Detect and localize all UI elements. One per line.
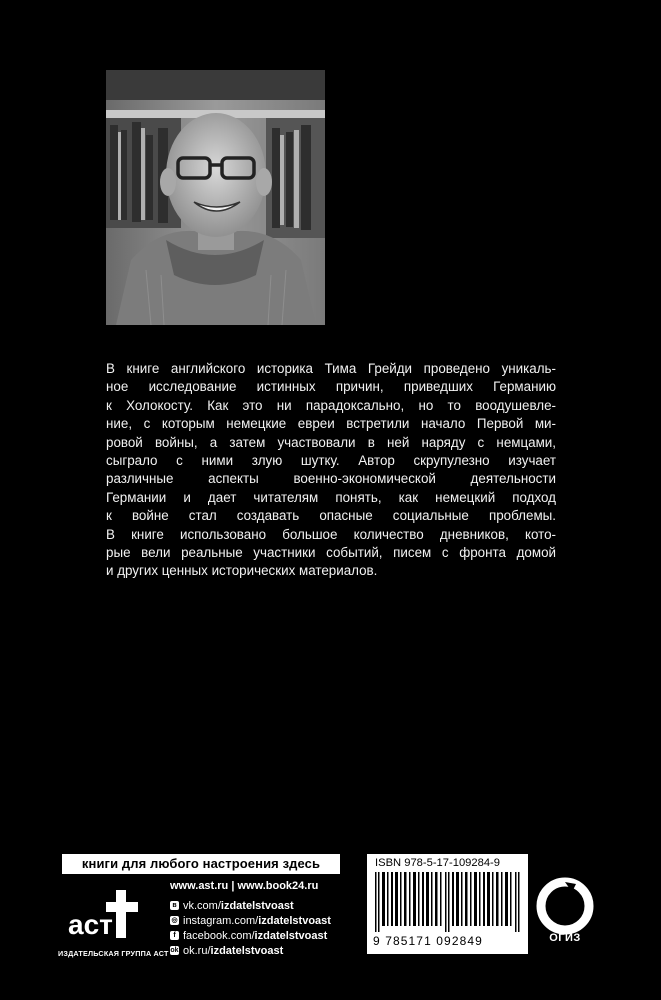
description-line: В книге английского историка Тима Грейди проведено уникаль-: [106, 361, 556, 376]
social-prefix: facebook.com/: [183, 929, 255, 942]
imprint-name: ОГИЗ: [549, 932, 581, 944]
isbn-number: ISBN 978-5-17-109284-9: [375, 857, 501, 869]
social-link-instagram[interactable]: [170, 913, 331, 928]
facebook-icon: f: [170, 931, 179, 940]
vk-icon: в: [170, 901, 179, 910]
social-link-facebook[interactable]: [170, 928, 331, 943]
social-link-vk[interactable]: [170, 898, 331, 913]
description-line: ное исследование истинных причин, приведших Германию: [106, 379, 556, 395]
description-line: В книге использовано большое количество дневников, кото-: [106, 526, 556, 542]
social-handle: izdatelstvoast: [220, 899, 294, 912]
book-description: [106, 360, 556, 581]
description-line: и других ценных исторических материалов.: [106, 563, 378, 579]
odnoklassniki-icon: ok: [170, 947, 179, 954]
publisher-name: ИЗДАТЕЛЬСКАЯ ГРУППА АСТ: [58, 949, 169, 958]
social-links: [170, 898, 331, 958]
author-photo: [106, 70, 325, 325]
social-handle: izdatelstvoast: [210, 944, 284, 957]
social-handle: izdatelstvoast: [254, 929, 328, 942]
description-line: к войне стал создавать опасные социальные проблемы.: [106, 508, 556, 524]
tagline-banner: книги для любого настроения здесь: [62, 854, 340, 874]
description-line: различные аспекты военно-экономической деятельности: [106, 471, 556, 487]
description-line: рые вели реальные участники событий, писем с фронта домой: [106, 545, 556, 561]
description-line: Германии и дает читателям понять, как немецкий подход: [106, 489, 556, 505]
description-line: ние, с которым немецкие евреи встретили начало Первой ми-: [106, 416, 556, 432]
description-line: к Холокосту. Как это ни парадоксально, но то воодушевле-: [106, 397, 556, 413]
social-prefix: instagram.com/: [183, 914, 259, 927]
barcode-panel: [367, 854, 528, 954]
barcode-digits: 9 785171 092849: [373, 934, 483, 948]
social-handle: izdatelstvoast: [258, 914, 331, 927]
website-links[interactable]: www.ast.ru | www.book24.ru: [170, 880, 319, 892]
description-line: сыграло с ними злую шутку. Автор скрупулезно изучает: [106, 453, 556, 469]
instagram-icon: ◎: [171, 917, 178, 924]
description-line: ровой войны, а затем участвовали в ней наряду с немцами,: [106, 434, 556, 450]
barcode: [375, 872, 520, 932]
logo-text: аст: [68, 909, 113, 940]
social-prefix: vk.com/: [183, 899, 221, 912]
author-portrait-image: [106, 70, 325, 325]
ast-logo: [64, 886, 150, 946]
social-prefix: ok.ru/: [183, 944, 211, 957]
social-link-odnoklassniki[interactable]: [170, 943, 331, 958]
